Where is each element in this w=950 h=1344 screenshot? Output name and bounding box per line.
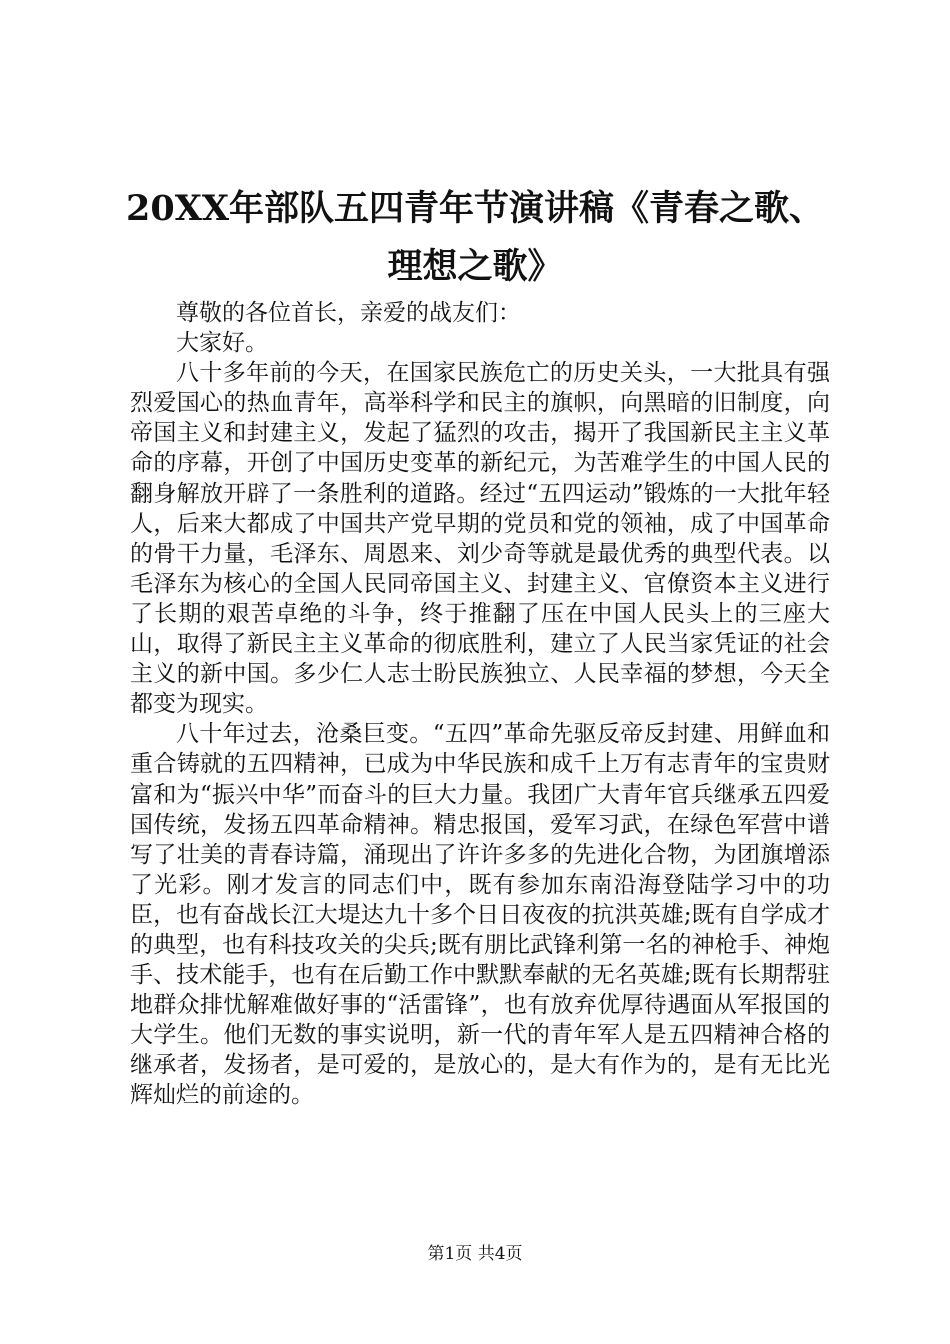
salutation: 尊敬的各位首长，亲爱的战友们：: [176, 300, 521, 326]
document-body: [130, 298, 830, 1111]
greeting: 大家好。: [176, 330, 268, 357]
paragraph-1: 八十多年前的今天，在国家民族危亡的历史关头，一大批具有强烈爱国心的热血青年，高举科学和民主的旗帜，向黑暗的旧制度，向帝国主义和封建主义，发起了猛烈的攻击，揭开了我国新民主主义革命的序幕，开创了中国历史变革的新纪元，为苦难学生的中国人民的翻身解放开辟了一条胜利的道路。经过“五四运动”锻炼的一大批年轻人，后来大都成了中国共产党早期的党员和党的领袖，成了中国革命的骨干力量，毛泽东、周恩来、刘少奇等就是最优秀的典型代表。以毛泽东为核心的全国人民同帝国主义、封建主义、官僚资本主义进行了长期的艰苦卓绝的斗争，终于推翻了压在中国人民头上的三座大山，取得了新民主主义革命的彻底胜利，建立了人民当家凭证的社会主义的新中国。多少仁人志士盼民族独立、人民幸福的梦想，今天全都变为现实。: [130, 360, 830, 718]
page-footer: 第1页 共4页: [427, 1244, 523, 1264]
paragraph-2: 八十年过去，沧桑巨变。“五四”革命先驱反帝反封建、用鲜血和重合铸就的五四精神，已成为中华民族和成千上万有志青年的宝贵财富和为“振兴中华”而奋斗的巨大力量。我团广大青年官兵继承五四爱国传统，发扬五四革命精神。精忠报国，爱军习武，在绿色军营中谱写了壮美的青春诗篇，涌现出了许许多多的先进化合物，为团旗增添了光彩。刚才发言的同志们中，既有参加东南沿海登陆学习中的功臣，也有奋战长江大堤达九十多个日日夜夜的抗洪英雄;既有自学成才的典型，也有科技攻关的尖兵;既有朋比武锋利第一名的神枪手、神炮手、技术能手，也有在后勤工作中默默奉献的无名英雄;既有长期帮驻地群众排忧解难做好事的“活雷锋”，也有放弃优厚待遇面从军报国的大学生。他们无数的事实说明，新一代的青年军人是五四精神合格的继承者，发扬者，是可爱的，是放心的，是大有作为的，是有无比光辉灿烂的前途的。: [130, 721, 830, 1109]
document-title-line-1: 20XX年部队五四青年节演讲稿《青春之歌、: [125, 188, 825, 229]
document-title-line-2: 理想之歌》: [387, 246, 563, 287]
